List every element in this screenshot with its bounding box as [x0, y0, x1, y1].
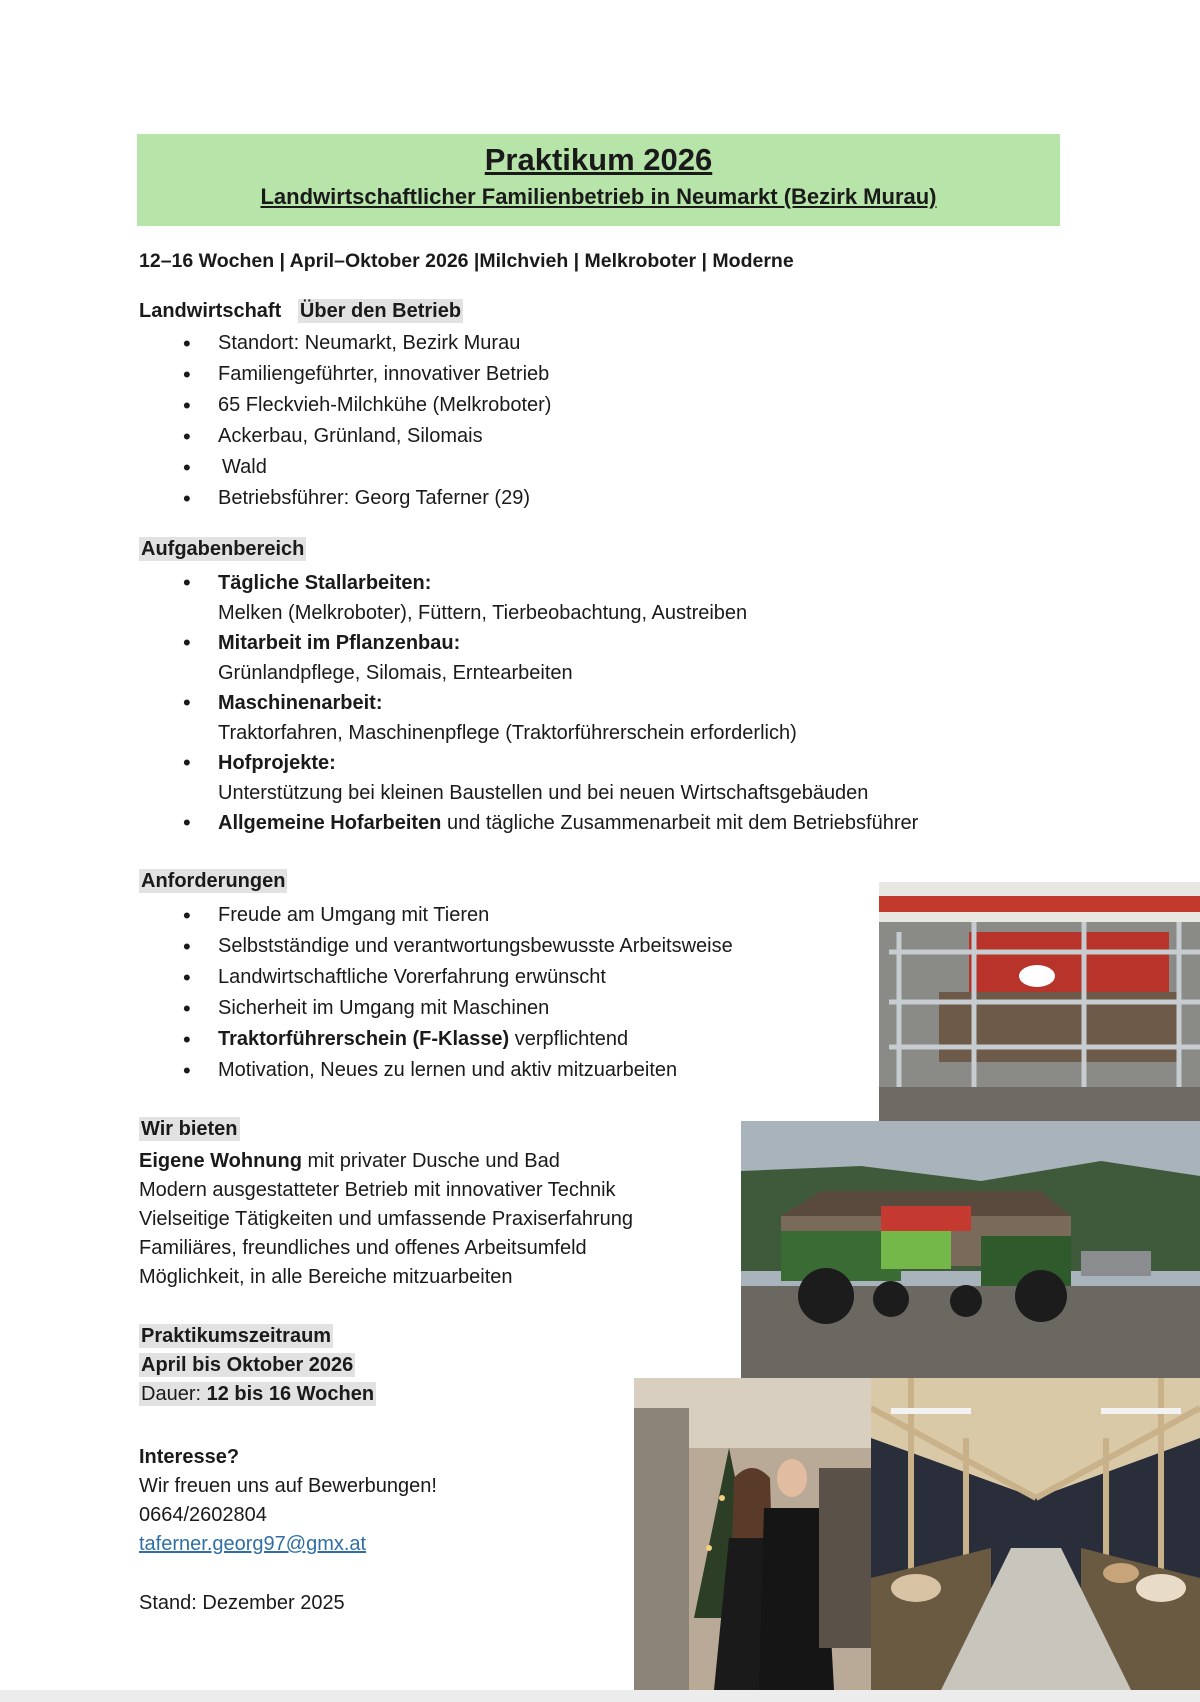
task-title: Tägliche Stallarbeiten:: [218, 572, 432, 594]
title-banner: [137, 134, 1060, 226]
task-title: Hofprojekte:: [218, 752, 336, 774]
task-detail: Traktorfahren, Maschinenpflege (Traktorführerschein erforderlich): [218, 722, 797, 744]
tagline: 12–16 Wochen | April–Oktober 2026 |Milchvieh | Melkroboter | Moderne: [139, 250, 794, 272]
list-item: [183, 1024, 733, 1055]
list-item: [183, 688, 918, 748]
milking-robot-photo: [879, 882, 1200, 1123]
bottom-edge: [0, 1690, 1200, 1702]
tasks-list: [183, 568, 918, 838]
requirement-rest: verpflichtend: [509, 1028, 629, 1050]
list-item: • Landwirtschaftliche Vorerfahrung erwünscht: [183, 962, 733, 993]
task-detail: Grünlandpflege, Silomais, Erntearbeiten: [218, 662, 573, 684]
about-heading-row: [139, 300, 463, 323]
list-item: • Selbstständige und verantwortungsbewusste Arbeitsweise: [183, 931, 733, 962]
offer-heading-row: [139, 1118, 240, 1141]
offer-line: Modern ausgestatteter Betrieb mit innovativer Technik: [139, 1179, 616, 1201]
offer-lines: [139, 1147, 633, 1292]
page-subtitle: Landwirtschaftlicher Familienbetrieb in Neumarkt (Bezirk Murau): [260, 184, 937, 209]
list-item: • Familiengeführter, innovativer Betrieb: [183, 359, 551, 390]
task-title: Mitarbeit im Pflanzenbau:: [218, 632, 461, 654]
barn-photo: [871, 1378, 1200, 1690]
contact-phone[interactable]: 0664/2602804: [139, 1504, 267, 1526]
task-detail: und tägliche Zusammenarbeit mit dem Betriebsführer: [441, 812, 919, 834]
offer-heading: Wir bieten: [141, 1118, 238, 1140]
contact-line: Wir freuen uns auf Bewerbungen!: [139, 1475, 437, 1497]
tractors-photo: [741, 1121, 1200, 1380]
requirements-heading: Anforderungen: [141, 870, 286, 892]
period-block: [139, 1322, 376, 1409]
list-item: [183, 748, 918, 808]
list-item: • Wald: [183, 452, 551, 483]
list-item: • Freude am Umgang mit Tieren: [183, 900, 733, 931]
couple-photo: [634, 1378, 871, 1690]
requirement-bold: Traktorführerschein (F-Klasse): [218, 1028, 510, 1050]
task-detail: Melken (Melkroboter), Füttern, Tierbeobachtung, Austreiben: [218, 602, 748, 624]
period-range: April bis Oktober 2026: [141, 1354, 354, 1376]
stand-date: Stand: Dezember 2025: [139, 1592, 345, 1614]
list-item: • 65 Fleckvieh-Milchkühe (Melkroboter): [183, 390, 551, 421]
list-item: • Betriebsführer: Georg Taferner (29): [183, 483, 551, 514]
list-item: • Ackerbau, Grünland, Silomais: [183, 421, 551, 452]
list-item: • Motivation, Neues zu lernen und aktiv mitzuarbeiten: [183, 1055, 733, 1086]
requirements-heading-row: [139, 870, 287, 893]
task-title: Maschinenarbeit:: [218, 692, 383, 714]
about-heading: Über den Betrieb: [299, 300, 462, 322]
duration-value: 12 bis 16 Wochen: [206, 1383, 375, 1405]
contact-block: [139, 1443, 437, 1559]
offer-line: Familiäres, freundliches und offenes Arbeitsumfeld: [139, 1237, 587, 1259]
list-item: • Standort: Neumarkt, Bezirk Murau: [183, 328, 551, 359]
offer-line: Möglichkeit, in alle Bereiche mitzuarbeiten: [139, 1266, 513, 1288]
offer-rest: mit privater Dusche und Bad: [301, 1150, 560, 1172]
list-item: [183, 568, 918, 628]
offer-line: [139, 1147, 633, 1176]
requirements-list: [183, 900, 733, 1086]
about-list: [183, 328, 551, 514]
list-item: • Sicherheit im Umgang mit Maschinen: [183, 993, 733, 1024]
contact-heading: Interesse?: [139, 1446, 240, 1468]
list-item: [183, 628, 918, 688]
period-heading: Praktikumszeitraum: [141, 1325, 332, 1347]
about-prefix: Landwirtschaft: [139, 300, 282, 322]
contact-email-link[interactable]: taferner.georg97@gmx.at: [139, 1533, 367, 1555]
list-item: [183, 808, 918, 838]
duration-label: Dauer:: [141, 1383, 207, 1405]
offer-line: Vielseitige Tätigkeiten und umfassende Praxiserfahrung: [139, 1208, 634, 1230]
task-detail: Unterstützung bei kleinen Baustellen und bei neuen Wirtschaftsgebäuden: [218, 782, 869, 804]
tasks-heading-row: [139, 538, 306, 561]
task-title: Allgemeine Hofarbeiten: [218, 812, 442, 834]
offer-bold: Eigene Wohnung: [139, 1150, 302, 1172]
page-title: Praktikum 2026: [484, 142, 713, 177]
tasks-heading: Aufgabenbereich: [141, 538, 305, 560]
